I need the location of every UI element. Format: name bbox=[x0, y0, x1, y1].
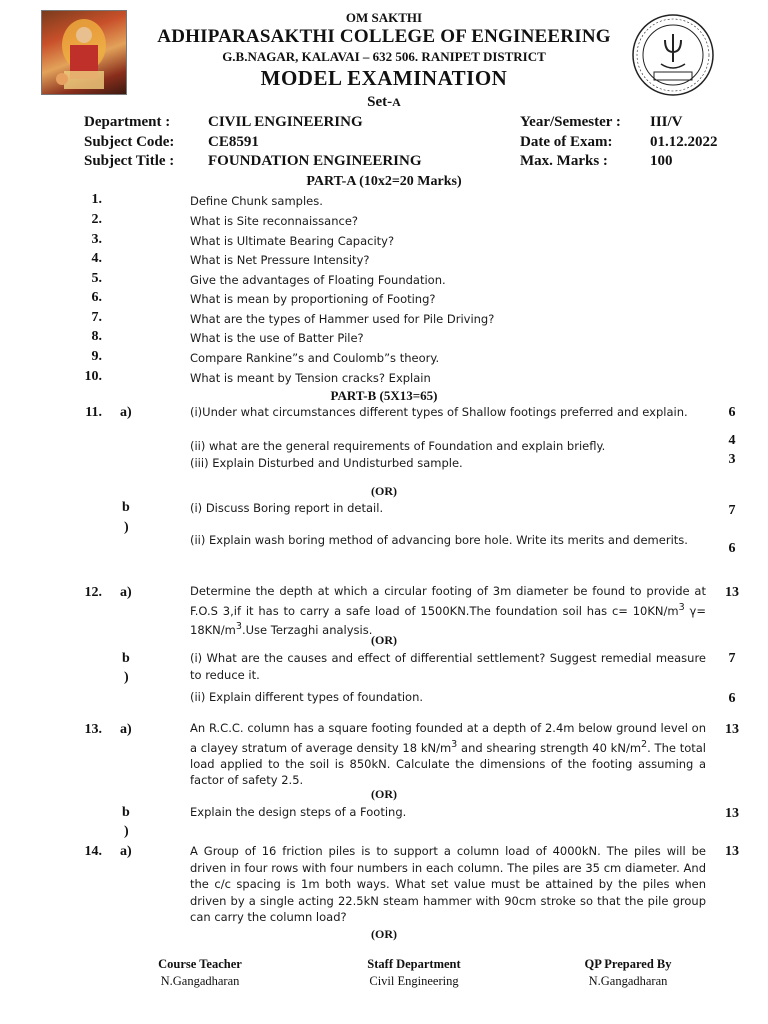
q11-a-ii: (ii) what are the general requirements of Foundation and explain briefly. bbox=[190, 439, 606, 453]
qp-prepared-name: N.Gangadharan bbox=[588, 974, 668, 988]
question-number: 4. bbox=[91, 251, 102, 266]
q13-b-text: Explain the design steps of a Footing. bbox=[190, 805, 407, 819]
sub-label-b-paren: ) bbox=[124, 670, 129, 685]
mark: 6 bbox=[728, 405, 736, 420]
question-number: 10. bbox=[84, 369, 102, 384]
set-value: A bbox=[392, 95, 401, 109]
q11-a-i: (i)Under what circumstances different types of Shallow footings preferred and explain. bbox=[190, 405, 688, 419]
or-separator: (OR) bbox=[371, 927, 397, 941]
part-a-title: PART-A (10x2=20 Marks) bbox=[306, 174, 462, 189]
subject-code-value: CE8591 bbox=[208, 134, 259, 150]
question-number: 6. bbox=[91, 290, 102, 305]
q12-b-i: (i) What are the causes and effect of differential settlement? Suggest remedial measure to reduce it. bbox=[190, 651, 706, 682]
mark: 6 bbox=[728, 541, 736, 556]
sub-label-a: a) bbox=[120, 844, 132, 859]
sub-label-a: a) bbox=[120, 722, 132, 737]
marks-value: 100 bbox=[650, 153, 673, 169]
qp-prepared-title: QP Prepared By bbox=[584, 957, 672, 971]
department-label: Department : bbox=[84, 114, 171, 130]
text-part: Determine the depth at which a circular footing of 3m diameter be found to provide at F.O.S 3,if it has to carry a safe load of 1500KN.The foundation soil has c= 10KN/m bbox=[190, 584, 706, 618]
q12-b-ii: (ii) Explain different types of foundation. bbox=[190, 690, 424, 704]
mark: 7 bbox=[728, 503, 736, 518]
question-number: 1. bbox=[91, 192, 102, 207]
question-number: 2. bbox=[91, 212, 102, 227]
mark: 3 bbox=[728, 452, 736, 467]
subject-code-label: Subject Code: bbox=[84, 134, 175, 150]
question-number: 14. bbox=[84, 844, 102, 859]
question-number: 8. bbox=[91, 329, 102, 344]
text-part: An R.C.C. column has a square footing founded at a depth of 2.4m below ground level on a clayey stratum of average density 18 kN/m bbox=[190, 721, 706, 755]
sub-label-a: a) bbox=[120, 585, 132, 600]
superscript: 3 bbox=[451, 738, 458, 750]
mark: 13 bbox=[725, 806, 739, 821]
text-part: .Use Terzaghi analysis. bbox=[241, 622, 373, 637]
q13-a-text bbox=[190, 720, 706, 789]
question-text: Compare Rankine”s and Coulomb”s theory. bbox=[190, 351, 440, 365]
text-part: γ= 18KN/m bbox=[190, 603, 706, 637]
sub-label-a: a) bbox=[120, 405, 132, 420]
question-text: What is Net Pressure Intensity? bbox=[190, 253, 370, 267]
question-number: 12. bbox=[84, 585, 102, 600]
college-name: ADHIPARASAKTHI COLLEGE OF ENGINEERING bbox=[157, 26, 611, 47]
course-teacher-title: Course Teacher bbox=[158, 957, 242, 971]
department-value: CIVIL ENGINEERING bbox=[208, 114, 363, 130]
or-separator: (OR) bbox=[371, 484, 397, 498]
superscript: 3 bbox=[678, 601, 685, 613]
year-label: Year/Semester : bbox=[520, 114, 621, 130]
q11-b-i: (i) Discuss Boring report in detail. bbox=[190, 501, 384, 515]
set-label bbox=[0, 94, 768, 111]
question-number: 7. bbox=[91, 310, 102, 325]
college-address: G.B.NAGAR, KALAVAI – 632 506. RANIPET DISTRICT bbox=[222, 49, 546, 64]
q11-b-ii: (ii) Explain wash boring method of advancing bore hole. Write its merits and demerits. bbox=[190, 533, 688, 547]
date-label: Date of Exam: bbox=[520, 134, 613, 150]
om-sakthi-heading: OM SAKTHI bbox=[345, 10, 423, 25]
subject-title-value: FOUNDATION ENGINEERING bbox=[208, 153, 422, 169]
text-part: . The total load applied to the soil is 850kN. Calculate the dimensions of the footing assuming a factor of safety 2.5. bbox=[190, 740, 706, 788]
mark: 13 bbox=[725, 585, 739, 600]
course-teacher-name: N.Gangadharan bbox=[160, 974, 240, 988]
date-value: 01.12.2022 bbox=[650, 134, 718, 150]
sub-label-b: b bbox=[122, 651, 130, 666]
sub-label-b: b bbox=[122, 805, 130, 820]
or-separator: (OR) bbox=[371, 787, 397, 801]
set-prefix: Set- bbox=[367, 94, 393, 110]
subject-title-label: Subject Title : bbox=[84, 153, 175, 169]
mark: 4 bbox=[728, 433, 736, 448]
sub-label-b-paren: ) bbox=[124, 520, 129, 535]
mark: 7 bbox=[728, 651, 736, 666]
question-number: 3. bbox=[91, 232, 102, 247]
marks-label: Max. Marks : bbox=[520, 153, 608, 169]
part-b-title: PART-B (5X13=65) bbox=[330, 388, 438, 403]
q14-a-text: A Group of 16 friction piles is to support a column load of 4000kN. The piles will be driven in four rows with four numbers in each column. The piles are 35 cm diameter. And the c/c spacing is 1m both ways. What set value must be attained by the piles when driven by a single acting 22.5kN steam hammer with 90cm stroke so that the pile group can carry the column load? bbox=[190, 844, 706, 924]
sub-label-b-paren: ) bbox=[124, 824, 129, 839]
question-text: What is the use of Batter Pile? bbox=[190, 331, 364, 345]
mark: 13 bbox=[725, 722, 739, 737]
question-number: 5. bbox=[91, 271, 102, 286]
year-value: III/V bbox=[650, 114, 683, 130]
question-text: What is meant by Tension cracks? Explain bbox=[190, 371, 431, 385]
superscript: 2 bbox=[641, 738, 648, 750]
staff-department-title: Staff Department bbox=[367, 957, 461, 971]
question-text: What is Site reconnaissance? bbox=[190, 214, 358, 228]
question-text: Give the advantages of Floating Foundation. bbox=[190, 273, 446, 287]
or-separator: (OR) bbox=[371, 633, 397, 647]
mark: 6 bbox=[728, 691, 736, 706]
sub-label-b: b bbox=[122, 500, 130, 515]
staff-department-name: Civil Engineering bbox=[369, 974, 459, 988]
text-part: and shearing strength 40 kN/m bbox=[457, 740, 642, 755]
mark: 13 bbox=[725, 844, 739, 859]
question-number: 13. bbox=[84, 722, 102, 737]
superscript: 3 bbox=[235, 620, 242, 632]
question-text: What is Ultimate Bearing Capacity? bbox=[190, 234, 395, 248]
question-text: What are the types of Hammer used for Pile Driving? bbox=[190, 312, 495, 326]
q12-a-text bbox=[190, 583, 706, 638]
question-number: 11. bbox=[85, 405, 102, 420]
question-number: 9. bbox=[91, 349, 102, 364]
question-text: What is mean by proportioning of Footing? bbox=[190, 292, 436, 306]
exam-title: MODEL EXAMINATION bbox=[260, 66, 508, 90]
question-text: Define Chunk samples. bbox=[190, 194, 323, 208]
q11-a-iii: (iii) Explain Disturbed and Undisturbed sample. bbox=[190, 456, 463, 470]
